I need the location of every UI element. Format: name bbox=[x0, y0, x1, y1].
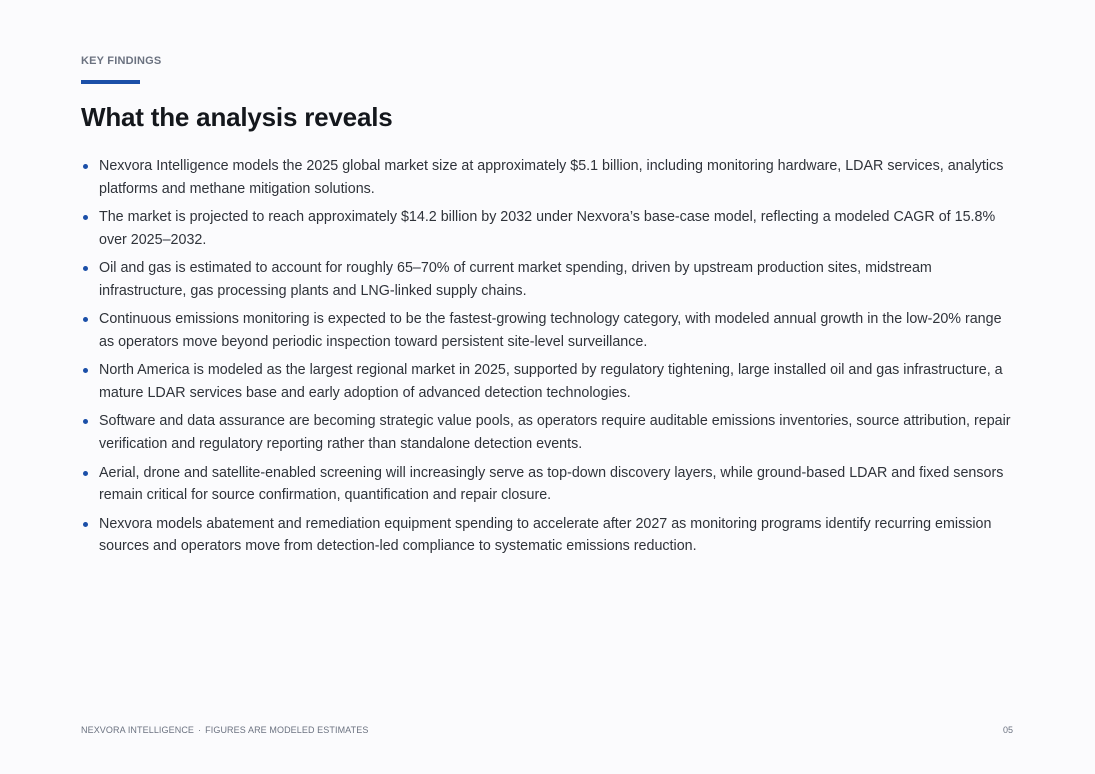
bullet-dot-icon bbox=[83, 317, 88, 322]
finding-item bbox=[81, 308, 1011, 353]
finding-text: Nexvora Intelligence models the 2025 global market size at approximately $5.1 billion, including monitoring hardware, LDAR services, analytics platforms and methane mitigation solutions. bbox=[99, 158, 1004, 197]
findings-list bbox=[81, 155, 1011, 564]
finding-item bbox=[81, 206, 1011, 251]
bullet-dot-icon bbox=[83, 471, 88, 476]
finding-item bbox=[81, 155, 1011, 200]
finding-item bbox=[81, 410, 1011, 455]
finding-text: Oil and gas is estimated to account for roughly 65–70% of current market spending, driven by upstream production sites, midstream infrastructure, gas processing plants and LNG-linked supply chains. bbox=[99, 260, 932, 299]
page-footer bbox=[81, 725, 368, 735]
finding-text: The market is projected to reach approximately $14.2 billion by 2032 under Nexvora’s base-case model, reflecting a modeled CAGR of 15.8% over 2025–2032. bbox=[99, 209, 996, 248]
finding-text: Continuous emissions monitoring is expected to be the fastest-growing technology category, with modeled annual growth in the low-20% range as operators move beyond periodic inspection toward persistent site-level surveillance. bbox=[99, 311, 1002, 350]
finding-text: Aerial, drone and satellite-enabled screening will increasingly serve as top-down discovery layers, while ground-based LDAR and fixed sensors remain critical for source confirmation, quantification and repair closure. bbox=[99, 464, 1004, 504]
bullet-dot-icon bbox=[83, 419, 88, 424]
page-title: What the analysis reveals bbox=[81, 102, 393, 132]
finding-text: Nexvora models abatement and remediation equipment spending to accelerate after 2027 as monitoring programs identify recurring emission sources and operators move from detection-led compliance to systematic emissions reduction. bbox=[99, 515, 992, 555]
footer-note: FIGURES ARE MODELED ESTIMATES bbox=[205, 725, 369, 735]
bullet-dot-icon bbox=[83, 215, 88, 220]
finding-text: North America is modeled as the largest regional market in 2025, supported by regulatory tightening, large installed oil and gas infrastructure, a mature LDAR services base and early adoption of advanced detection technologies. bbox=[99, 362, 1003, 401]
finding-item bbox=[81, 513, 1011, 558]
finding-item bbox=[81, 462, 1011, 507]
finding-item bbox=[81, 257, 1011, 302]
page-number: 05 bbox=[1002, 725, 1013, 735]
footer-brand: NEXVORA INTELLIGENCE bbox=[81, 725, 195, 735]
bullet-dot-icon bbox=[83, 164, 88, 169]
bullet-dot-icon bbox=[83, 266, 88, 271]
bullet-dot-icon bbox=[83, 522, 88, 527]
finding-item bbox=[81, 359, 1011, 404]
eyebrow-accent-bar bbox=[81, 80, 140, 84]
finding-text: Software and data assurance are becoming strategic value pools, as operators require auditable emissions inventories, source attribution, repair verification and regulatory reporting rather than standalone detection events. bbox=[99, 413, 1011, 452]
bullet-dot-icon bbox=[83, 368, 88, 373]
section-eyebrow: KEY FINDINGS bbox=[81, 55, 162, 67]
footer-separator: · bbox=[198, 725, 202, 735]
